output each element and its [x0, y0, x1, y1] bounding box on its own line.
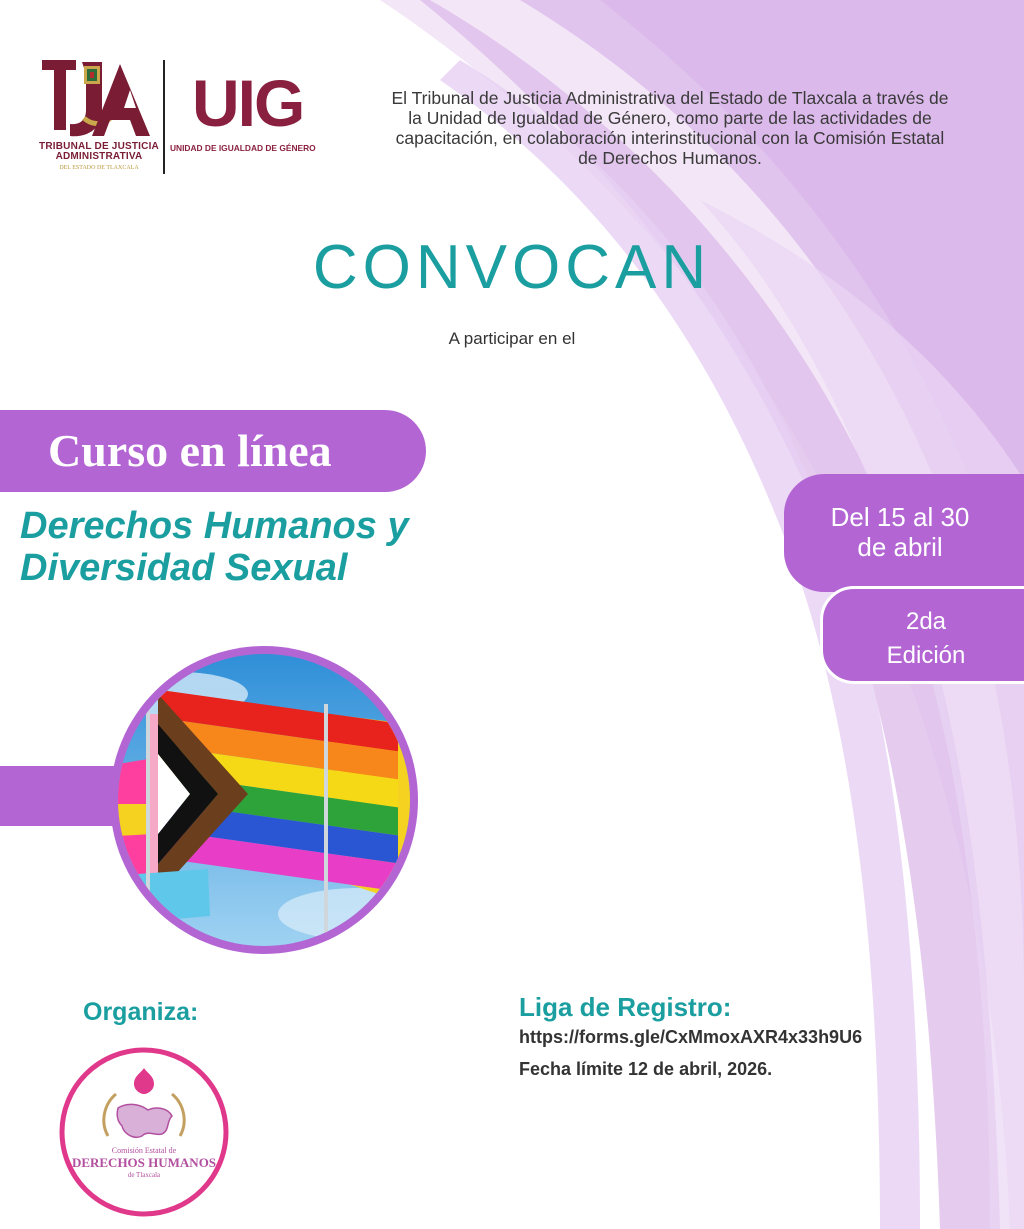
deadline-text: Fecha límite 12 de abril, 2026.	[519, 1059, 773, 1079]
intro-paragraph: El Tribunal de Justicia Administrativa del Estado de Tlaxcala a través de la Unidad de Igualdad de Género, como parte de las actividades de capacitación, en colaboración interinstitucional con la Comisión Estatal de Derechos Humanos.	[391, 88, 949, 168]
cedh-seal-icon	[58, 1046, 230, 1218]
uig-wordmark: UIG	[192, 66, 304, 140]
edition-badge: 2da Edición	[820, 586, 1024, 684]
cedh-logo	[58, 1046, 230, 1218]
convocan-heading: CONVOCAN	[312, 233, 712, 302]
course-title: Derechos Humanos y Diversidad Sexual	[20, 505, 409, 589]
pride-flag-image	[118, 654, 410, 946]
registration-heading: Liga de Registro:	[519, 992, 732, 1022]
tja-name: TRIBUNAL DE JUSTICIA ADMINISTRATIVA	[39, 141, 159, 162]
uig-logo	[170, 66, 320, 160]
tja-emblem-icon	[40, 58, 158, 140]
organiza-label: Organiza:	[83, 998, 199, 1026]
registration-link[interactable]: https://forms.gle/CxMmoxAXR4x33h9U6	[519, 1027, 863, 1047]
uig-subtitle: UNIDAD DE IGUALDAD DE GÉNERO	[170, 143, 316, 153]
cedh-name: Comisión Estatal de DERECHOS HUMANOS de Tlaxcala	[71, 1146, 217, 1179]
flag-photo-frame	[110, 646, 418, 954]
pride-flag-icon	[118, 654, 410, 946]
participar-text: A participar en el	[448, 329, 576, 348]
tja-subtitle: DEL ESTADO DE TLAXCALA	[59, 165, 139, 171]
curso-label: Curso en línea	[48, 425, 332, 476]
dates-badge: Del 15 al 30 de abril	[784, 474, 1024, 592]
logo-divider	[163, 60, 165, 174]
tja-logo	[36, 58, 162, 178]
curso-banner	[0, 410, 426, 492]
